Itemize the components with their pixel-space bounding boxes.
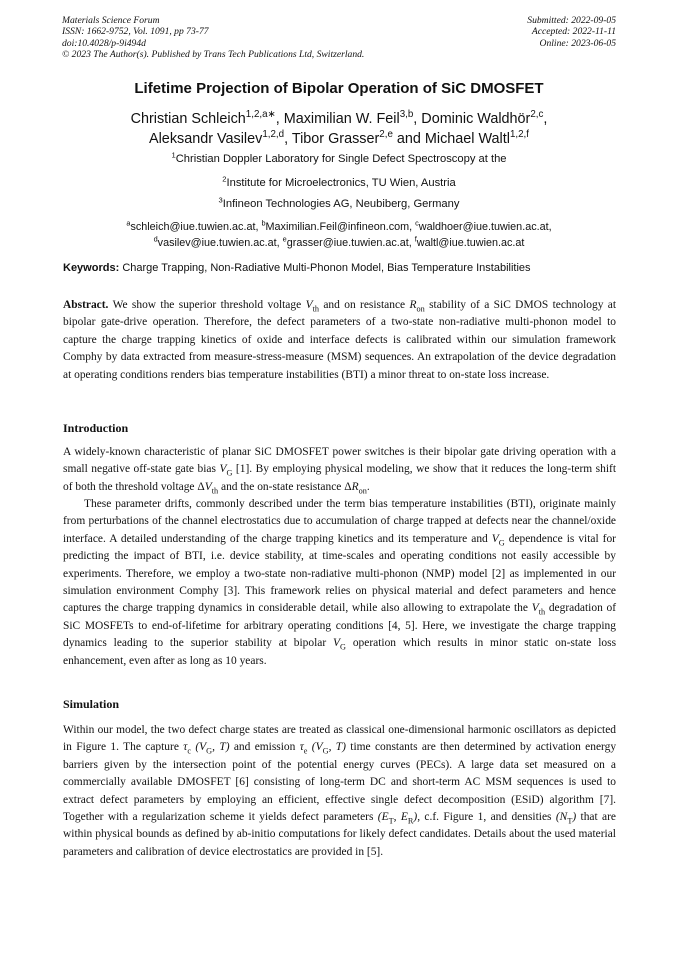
- email-address[interactable]: waldhoer@iue.tuwien.ac.at: [418, 221, 549, 233]
- keywords-text: Charge Trapping, Non-Radiative Multi-Phonon Model, Bias Temperature Instabilities: [122, 262, 531, 274]
- abstract-text: stability of a SiC DMOS technology at bipolar gate-drive operation. Therefore, the defect parameters of a two-state non-radiative multi-phonon model to capture the charge trapping kinetics of oxide and interface defects is calibrated within our simulation framework Comphy by data extracted from measure-stress-measure (MSM) sequences. An extrapolation of the device degradation at operating conditions renders bias temperature instabilities (BTI) a minor threat to on-state loss increase.: [63, 299, 617, 381]
- affiliation-number: 3: [218, 195, 223, 205]
- math-ron: $R_{on}$: [409, 299, 425, 314]
- simulation-paragraph-1: [63, 722, 616, 861]
- paragraph-text: , c.f. Figure 1, and densities: [417, 811, 552, 824]
- paragraph-text: Within our model, the two defect charge states are treated as classical one-dimensional harmonic oscillators as depicted in Figure 1. The capture: [63, 724, 616, 754]
- author-affil-sup: 2,c: [530, 109, 544, 121]
- keywords: [63, 262, 623, 274]
- affiliation-text: Christian Doppler Laboratory for Single Defect Spectroscopy at the: [175, 153, 507, 165]
- email-marker: c: [415, 218, 419, 228]
- affiliation-text: Infineon Technologies AG, Neubiberg, Germany: [222, 198, 460, 210]
- affiliation: [0, 174, 678, 189]
- paragraph-text: [1]. By employing physical modeling, we show that it reduces the long-term shift of both the threshold voltage: [63, 463, 616, 493]
- math-tau-e: $\tau_e$ ($V_G$, T): [299, 741, 346, 756]
- keywords-label: Keywords:: [63, 262, 120, 274]
- math-vth: $V_{th}$: [531, 602, 546, 617]
- paragraph-text: dependence is vital for predicting the impact of BTI, i.e. device stability, at time-scales and operating conditions not easily accessible by experiments. Therefore, we employ a two-state non-radiative multi-phonon (NMP) model [2] as implemented in our simulation environment Comphy [3]. This framework relies on physical material and defect parameters and hence captures the charge trapping dynamics in considerable detail, while also allowing to extrapolate the: [63, 532, 616, 615]
- paragraph-text: that are within physical bounds as defined by ab-initio computations for likely defect candidates. Details about the used material parameters and calibration of device electrostatics are provided in [5].: [63, 811, 617, 858]
- author-name: Dominic Waldhör: [421, 111, 531, 127]
- author-name: Tibor Grasser: [291, 131, 380, 147]
- doi-line: doi:10.4028/p-9i494d: [62, 37, 146, 49]
- author-affil-sup: 1,2,d: [262, 129, 285, 141]
- author-affil-sup: 1,2,a∗: [245, 109, 276, 121]
- affiliation: [0, 195, 678, 210]
- section-heading-simulation: Simulation: [63, 697, 120, 711]
- paper-title: Lifetime Projection of Bipolar Operation of SiC DMOSFET: [134, 80, 544, 97]
- affiliation-number: 1: [171, 150, 176, 160]
- abstract: [63, 297, 616, 384]
- email-marker: e: [282, 234, 287, 244]
- math-vg: $V_G$: [491, 532, 505, 548]
- math-tau-c: $\tau_c$ ($V_G$, T): [183, 741, 230, 756]
- paragraph-text: operation which results in minor static on-state loss enhancement, even after as long as 10 years.: [63, 637, 617, 667]
- intro-paragraph-2: [63, 496, 616, 670]
- paragraph-text: time constants are then determined by activation energy barriers given by the intersection point of the potential energy curves (PECs). A large data set measured on a commercially available DMOSFET [6] consisting of long-term DC and short-term AC MSM sequences is used to extract defect parameters by employing an efficient, effective single defect decomposition (ESiD) algorithm [7]. Together with a regularization scheme it yields defect parameters: [63, 741, 617, 824]
- online-date: Online: 2023-06-05: [539, 37, 616, 49]
- email-address[interactable]: waltl@iue.tuwien.ac.at: [416, 237, 525, 249]
- affiliation-text: Institute for Microelectronics, TU Wien, Austria: [226, 177, 456, 189]
- author-name: Michael Waltl: [424, 131, 510, 147]
- math-vg: $V_G$: [333, 637, 346, 652]
- email-address[interactable]: Maximilian.Feil@infineon.com: [265, 221, 410, 233]
- email-marker: a: [126, 218, 131, 228]
- issn-line: ISSN: 1662-9752, Vol. 1091, pp 73-77: [62, 26, 209, 38]
- affiliation: [0, 150, 678, 165]
- section-heading-introduction: Introduction: [63, 421, 129, 435]
- math-density: $(N_T)$: [555, 811, 577, 826]
- abstract-text: We show the superior threshold voltage: [112, 299, 302, 311]
- math-delta-ron: $\Delta R_{on}$: [344, 480, 367, 496]
- email-list: $^a$schleich@iue.tuwien.ac.at, $^b$Maximilian.Feil@infineon.com, $^c$waldhoer@iue.tuwien.ac.at, $^d$vasilev@iue.tuwien.ac.at, $^e$grasser@iue.tuwien.ac.at, $^f$waltl@iue.tuwien.ac.at: [126, 218, 552, 249]
- author-affil-sup: 2,e: [379, 129, 393, 141]
- journal-header-left: [62, 15, 364, 61]
- paragraph-text: A widely-known characteristic of planar SiC DMOSFET power switches is their bipolar gate driving operation with a small negative off-state gate bias: [63, 446, 616, 476]
- math-vth: $V_{th}$: [305, 299, 319, 314]
- journal-name: Materials Science Forum: [62, 15, 160, 26]
- email-marker: f: [414, 234, 417, 244]
- email-marker: b: [261, 218, 266, 228]
- email-marker: d: [153, 234, 158, 244]
- email-address[interactable]: grasser@iue.tuwien.ac.at: [286, 237, 409, 249]
- math-defect-params: ($E_T$, $E_R$): [377, 811, 418, 826]
- abstract-text: and on resistance: [323, 299, 406, 311]
- submitted-date: Submitted: 2022-09-05: [527, 15, 616, 26]
- math-vg: $V_G$: [219, 463, 233, 478]
- author-affil-sup: 1,2,f: [509, 129, 529, 141]
- email-address[interactable]: vasilev@iue.tuwien.ac.at: [157, 237, 277, 249]
- paragraph-text: and the on-state resistance: [221, 480, 342, 493]
- paragraph-text: degradation of SiC MOSFETs to end-of-lifetime for arbitrary operating conditions [4, 5]. Here, we investigate the charge trapping dynamics leading to the superior stability at bipolar: [63, 602, 617, 650]
- paragraph-text: and emission: [233, 741, 296, 754]
- affiliation-number: 2: [222, 174, 227, 184]
- paragraph-text: These parameter drifts, commonly described under the term bias temperature instabilities (BTI), originate mainly from perturbations of the channel electrostatics due to accumulation of charge trapped at defects near the channel/oxide interface. A detailed understanding of the charge trapping kinetics and its temperature and: [63, 498, 616, 545]
- author-list: Christian Schleich$^{1,2,a∗}$, Maximilian W. Feil$^{3,b}$, Dominic Waldhör$^{2,c}$, Aleksandr Vasilev$^{1,2,d}$, Tibor Grasser$^{2,e}$ and Michael Waltl$^{1,2,f}$: [130, 109, 548, 147]
- author-name: Christian Schleich: [130, 111, 246, 127]
- author-affil-sup: 3,b: [399, 109, 414, 121]
- copyright-line: © 2023 The Author(s). Published by Trans Tech Publications Ltd, Switzerland.: [62, 49, 365, 61]
- journal-header-right: [527, 15, 616, 49]
- author-name: Maximilian W. Feil: [283, 111, 400, 127]
- math-delta-vth: $\Delta V_{th}$: [197, 480, 219, 496]
- intro-paragraph-1: A widely-known characteristic of planar SiC DMOSFET power switches is their bipolar gate driving operation with a small negative off-state gate bias $V_G$ [1]. By employing physical modeling, we show that it reduces the long-term shift of both the threshold voltage $\Delta V_{th}$ and the on-state resistance $\Delta R_{on}$.: [63, 446, 616, 496]
- abstract-label: Abstract.: [63, 299, 109, 311]
- email-address[interactable]: schleich@iue.tuwien.ac.at: [130, 221, 256, 233]
- author-name: Aleksandr Vasilev: [149, 131, 263, 147]
- accepted-date: Accepted: 2022-11-11: [531, 26, 616, 38]
